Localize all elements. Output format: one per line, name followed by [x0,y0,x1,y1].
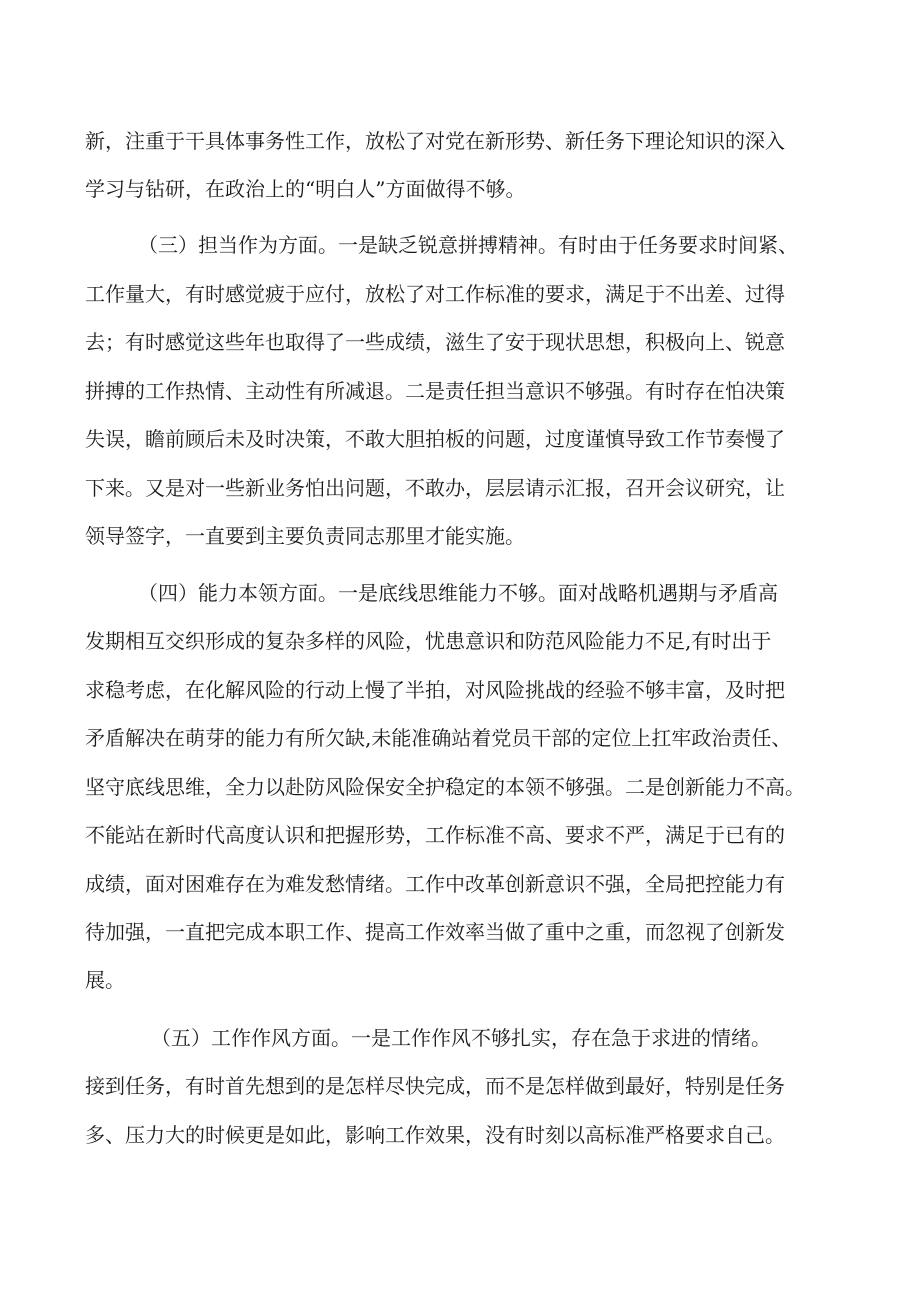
text-line [0,867,920,901]
text-line [0,124,920,158]
line-text: 工作量大，有时感觉疲于应付，放松了对工作标准的要求，满足于不出差、过得 [85,282,785,306]
line-text: 矛盾解决在萌芽的能力有所欠缺,未能准确站着党员干部的定位上扛牢政治责任、 [85,726,792,750]
line-text: 求稳考虑，在化解风险的行动上慢了半拍，对风险挑战的经验不够丰富，及时把 [85,678,785,702]
line-text: 失误，瞻前顾后未及时决策，不敢大胆拍板的问题，过度谨慎导致工作节奏慢了 [85,427,785,451]
line-text: 多、压力大的时候更是如此，影响工作效果，没有时刻以高标准严格要求自己。 [85,1123,785,1147]
text-line [0,576,920,610]
line-text: 坚守底线思维，全力以赴防风险保安全护稳定的本领不够强。二是创新能力不高。 [85,775,805,799]
text-line [0,277,920,311]
line-text: 新，注重于干具体事务性工作，放松了对党在新形势、新任务下理论知识的深入 [85,129,785,153]
text-line [0,471,920,505]
text-line [0,374,920,408]
line-text: 领导签字，一直要到主要负责同志那里才能实施。 [85,524,525,548]
text-line [0,1069,920,1103]
line-text: 发期相互交织形成的复杂多样的风险，忧患意识和防范风险能力不足,有时出于 [85,629,772,653]
text-line [0,721,920,755]
line-text: 不能站在新时代高度认识和把握形势，工作标准不高、要求不严，满足于已有的 [85,823,785,847]
line-text: 学习与钻研，在政治上的“明白人”方面做得不够。 [85,177,526,201]
line-text: 展。 [85,968,125,992]
text-line [0,325,920,359]
text-line [0,1118,920,1152]
text-line [0,915,920,949]
line-text: 去；有时感觉这些年也取得了一些成绩，滋生了安于现状思想，积极向上、锐意 [85,330,785,354]
line-text: 成绩，面对困难存在为难发愁情绪。工作中改革创新意识不强，全局把控能力有 [85,872,785,896]
line-text: 待加强，一直把完成本职工作、提高工作效率当做了重中之重，而忽视了创新发 [85,920,785,944]
text-line [0,673,920,707]
text-line [0,770,920,804]
text-line [0,963,920,997]
line-text: （三）担当作为方面。一是缺乏锐意拼搏精神。有时由于任务要求时间紧、 [138,233,798,257]
text-line [0,1021,920,1055]
text-line [0,624,920,658]
text-line [0,422,920,456]
line-text: 拼搏的工作热情、主动性有所减退。二是责任担当意识不够强。有时存在怕决策 [85,379,785,403]
line-text: （四）能力本领方面。一是底线思维能力不够。面对战略机遇期与矛盾高 [138,581,778,605]
text-line [0,818,920,852]
text-line [0,172,920,206]
line-text: （五）工作作风方面。一是工作作风不够扎实，存在急于求进的情绪。 [151,1026,771,1050]
text-line [0,228,920,262]
line-text: 下来。又是对一些新业务怕出问题，不敢办，层层请示汇报，召开会议研究，让 [85,476,785,500]
text-line [0,519,920,553]
line-text: 接到任务，有时首先想到的是怎样尽快完成，而不是怎样做到最好，特别是任务 [85,1074,785,1098]
